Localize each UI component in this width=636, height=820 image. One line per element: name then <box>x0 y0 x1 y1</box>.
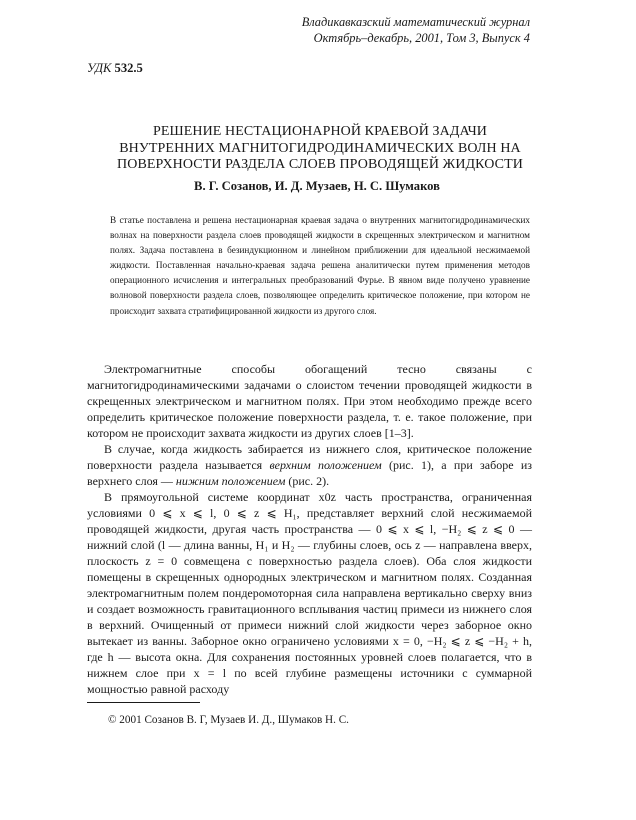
udk-label: УДК <box>87 61 112 75</box>
term-lower-position: нижним положением <box>175 474 286 488</box>
article-title <box>100 124 540 174</box>
p2-end: (рис. 2). <box>285 474 330 488</box>
paragraph-1: Электромагнитные способы обогащений тесно связаны с магнитогидродинамическими задачами о слоистом течении проводящей жидкости в скрещенных электрическом и магнитном полях. При этом необходимо прежде всего определить критическое положение поверхности раздела, т. е. такое положение, при котором не происходит захвата жидкости из других слоев [1–3]. <box>87 362 532 440</box>
journal-issue: Октябрь–декабрь, 2001, Том 3, Выпуск 4 <box>313 31 530 45</box>
abstract: В статье поставлена и решена нестационарная краевая задача о внутренних магнитогидродинамических волнах на поверхности раздела слоев проводящей жидкости в скрещенных электрическом и магнитном полях. Задача поставлена в безиндукционном и линейном приближении для идеальной несжимаемой жидкости. Поставленная начально-краевая задача решена аналитически путем применения методов операционного исчисления и интегральных преобразований Фурье. В явном виде получено уравнение волновой поверхности раздела слоев, позволяющее определить критическое положение, при котором не происходит захвата стратифицированной жидкости из другого слоя. <box>110 215 530 316</box>
paragraph-2 <box>87 441 532 489</box>
copyright-footnote: © 2001 Созанов В. Г, Музаев И. Д., Шумаков Н. С. <box>108 714 349 726</box>
udk-number: 532.5 <box>114 61 143 75</box>
article-body <box>87 361 532 697</box>
p2-start: В случае, когда жидкость забирается из нижнего слоя, критическое положение поверхности раздела называется <box>87 442 532 472</box>
authors: В. Г. Созанов, И. Д. Музаев, Н. С. Шумаков <box>194 179 440 193</box>
paragraph-3: В прямоугольной системе координат x0z часть пространства, ограниченная условиями 0 ⩽ x ⩽ l, 0 ⩽ z ⩽ H₁, представляет верхний слой несжимаемой проводящей жидкости, другая часть пространства — 0 ⩽ x ⩽ l, −H₂ ⩽ z ⩽ 0 — нижний слой (l — длина ванны, H₁ и H₂ — глубины слоев, ось z — направлена вверх, плоскость z = 0 совмещена с поверхностью раздела слоев). Оба слоя жидкости помещены в скрещенных однородных электрическом и магнитном полях. Созданная электромагнитным полем пондеромоторная сила направлена вертикально сверху вниз и создает возможность гравитационного всплывания частиц примеси из нижнего слоя в верхний. Очищенный от примеси нижний слой жидкости через заборное окно вытекает из ванны. Заборное окно ограничено условиями x = 0, −H₂ ⩽ z ⩽ −H₂ + h, где h — высота окна. Для сохранения постоянных уровней слоев полагается, что в нижнем слое при x = l по всей глубине размещены источники с суммарной мощностью равной расходу <box>87 490 532 696</box>
journal-name: Владикавказский математический журнал <box>301 15 530 29</box>
journal-header <box>302 14 530 46</box>
p2-mid: (рис. 1), а при заборе из верхнего слоя — <box>87 458 532 488</box>
footnote-rule <box>87 702 200 703</box>
term-upper-position: верхним положением <box>269 458 382 472</box>
title-line-1: РЕШЕНИЕ НЕСТАЦИОНАРНОЙ КРАЕВОЙ ЗАДАЧИ <box>152 124 488 139</box>
udk-code <box>87 61 143 76</box>
title-line-3: ПОВЕРХНОСТИ РАЗДЕЛА СЛОЕВ ПРОВОДЯЩЕЙ ЖИДКОСТИ <box>117 157 523 172</box>
title-line-2: ВНУТРЕННИХ МАГНИТОГИДРОДИНАМИЧЕСКИХ ВОЛН НА <box>119 140 521 156</box>
